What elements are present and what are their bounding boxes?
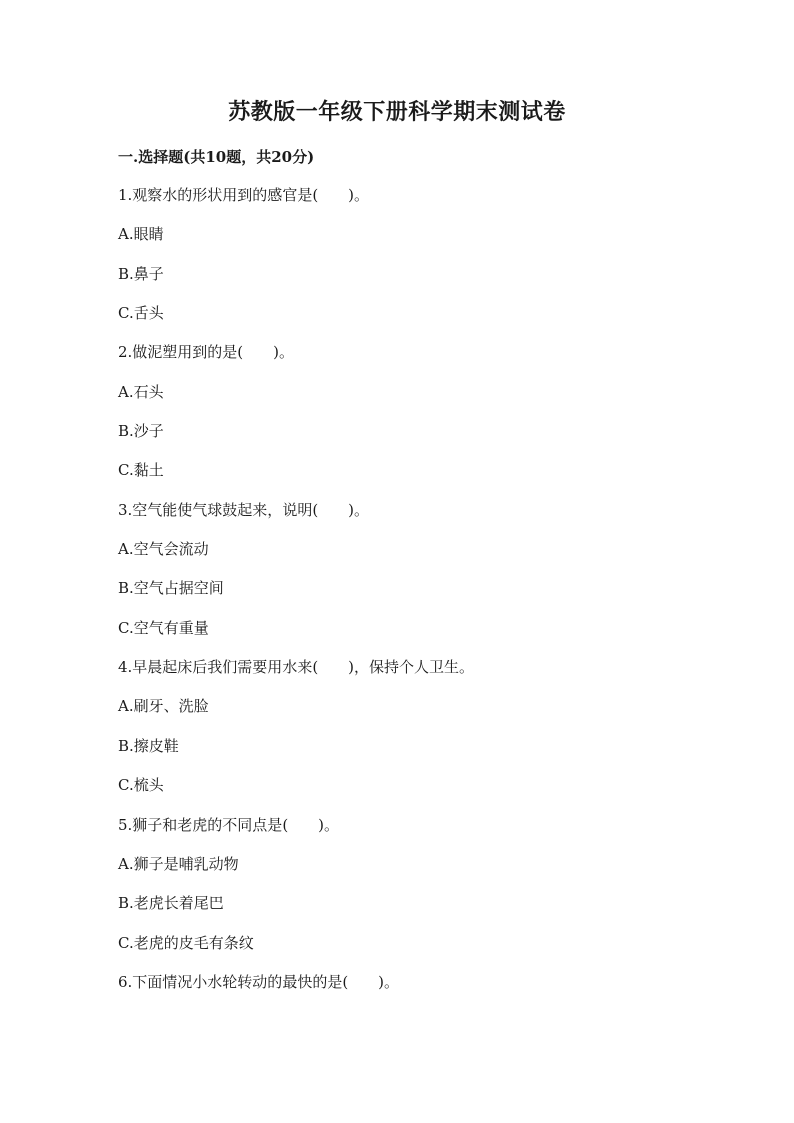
answer-option: B.老虎长着尾巴 (118, 894, 224, 913)
question-list (118, 183, 718, 1009)
answer-option: C.梳头 (118, 776, 164, 795)
answer-option: C.舌头 (118, 304, 164, 323)
answer-option: A.石头 (118, 382, 164, 401)
question-stem: 1.观察水的形状用到的感官是( )。 (118, 186, 370, 204)
answer-option: C.黏土 (118, 461, 164, 480)
answer-option: A.狮子是哺乳动物 (118, 854, 239, 873)
question-stem: 5.狮子和老虎的不同点是( )。 (118, 815, 340, 834)
answer-option: A.眼睛 (118, 225, 164, 244)
question-stem: 3.空气能使气球鼓起来，说明( )。 (118, 500, 370, 519)
answer-option: B.鼻子 (118, 264, 164, 283)
answer-option: C.空气有重量 (118, 618, 209, 637)
answer-option: B.空气占据空间 (118, 579, 224, 598)
answer-option: C.老虎的皮毛有条纹 (118, 933, 254, 952)
answer-option: B.擦皮鞋 (118, 736, 179, 755)
answer-option: A.空气会流动 (118, 540, 209, 559)
question-stem: 2.做泥塑用到的是( )。 (118, 343, 295, 362)
answer-option: B.沙子 (118, 422, 164, 441)
answer-option: A.刷牙、洗脸 (118, 697, 209, 716)
section-heading: 一.选择题(共10题，共20分) (118, 148, 315, 166)
exam-title: 苏教版一年级下册科学期末测试卷 (228, 99, 566, 125)
question-stem: 6.下面情况小水轮转动的最快的是( )。 (118, 972, 400, 991)
question-stem: 4.早晨起床后我们需要用水来( )，保持个人卫生。 (118, 658, 475, 677)
